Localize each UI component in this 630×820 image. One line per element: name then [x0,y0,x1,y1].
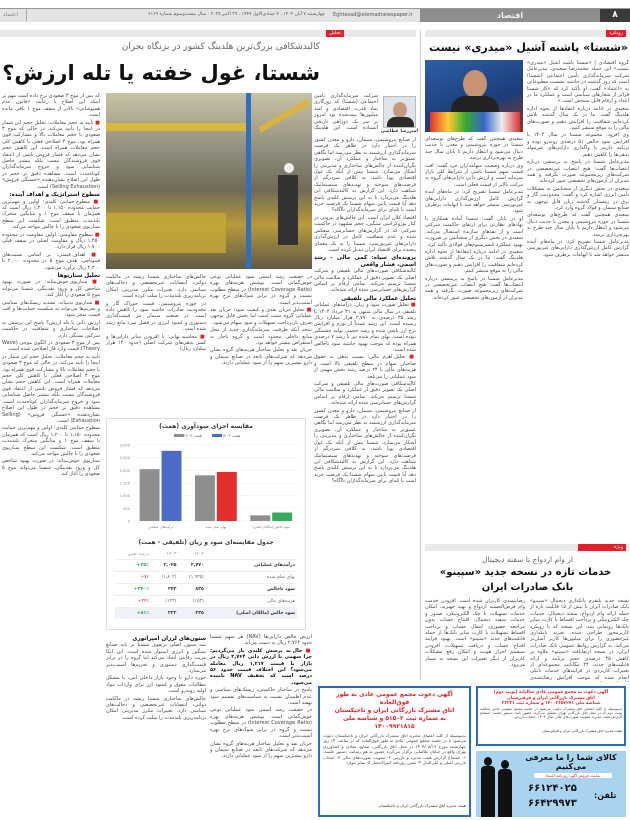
right-column-b [425,136,523,540]
table-row [115,596,297,608]
paragraph: سطوح حمایتی کلیدی: اولین و مهم‌ترین حمایت محدوده ۱,۱۵۰ تا ۱,۲۰۰ ریال است که همزمان با سقف موج ۱ و میانگین متحرک بلندمدت منطبق است. شکست این سطح سناریوی صعودی را با چالش مواجه می‌کند. [2,425,100,457]
email-link[interactable]: Eghtesad@etemadnewspaper.ir [333,12,413,18]
y-tick-label: 500 [123,506,130,511]
ad-title: به شماره ثبت ۵۱۵۰۲ و شناسه ملی ۱۴۰۰۹۹۲۱۸۱۵ [342,715,447,730]
paragraph: وی درباره وضعیت سهامداران خرد گفت: افت قیمت سهم شستا ناشی از شرایط کلی بازار سرمایه است و ارزش ذاتی دارایی‌های گروه به مراتب بالاتر از قیمت فعلی است. [425,162,523,188]
paragraph: در حقیقت رشد اسمی سود عملیاتی نوعی خوش‌گمانی است. پوشش هزینه‌های بهره (Interest Coverage Ratio) در سطح مطلوب نیست و گروه در برابر شوک‌های نرخ بهره آسیب‌پذیر است. [210,274,312,306]
section-title: اقتصاد [420,9,600,22]
paragraph: که پس از موج ۳ صعودی نرخ داده است مهم تر اینکه این اصلاح با رعایت «قانون عدم همپوشانی» بالاتر از سقف موج ۱ باقی مانده است. [2,93,100,119]
ad-title: آگهی دعوت به مجمع عمومی عادی سالیانه (نوبت دوم) [493,690,609,695]
paragraph: جریان نقد و تحلیل ساختار هزینه‌های گروه نشان می‌دهد که شرکت‌های تابعه در صنایع سیمان و دارو بیشترین سهم را از سود عملیاتی دارند. [210,347,312,367]
paragraph: گروه اقتصادی | «شستا پاشنه آشیل «میدری» نیست» این جمله محمدرضا سعیدی، مدیرعامل شرکت سرمایه‌گذاری تأمین اجتماعی (شستا) است که روز گذشته در حاشیه نشست مطبوعاتی به «اعتماد» گفت. او تأکید کرد که «کار شستا فراتر از شعارهای سیاسی است و عملکرد ما در اعداد و ارقام قابل سنجش است.» [527,60,629,105]
paragraph: مدیرعامل شستا در پاسخ به پرسشی درباره انتصاب‌ها گفت: هیچ انتصاب غیرتخصصی در شرکت‌های زیرمجموعه صورت نگرفته و همه مدیران از آزمون‌های تخصصی عبور کرده‌اند. [527,159,629,185]
y-tick-label: 1,500 [119,481,130,486]
column-header: درصد تغییر [128,551,149,557]
paragraph: جریان نقد و تحلیل ساختار هزینه‌های گروه نشان می‌دهد که شرکت‌های تابعه در صنایع سیمان و دارو بیشترین سهم را از سود عملیاتی دارند. [210,740,312,760]
ad-promo-sub: نماینده فروش آگهی روزنامه اعتماد [534,773,612,778]
table-cell: ۸۳۵ [195,586,204,592]
paragraph: سطوح حمایتی کلیدی: اولین و مهم‌ترین حمایت محدوده ۱,۱۵۰ تا ۱,۲۰۰ ریال است که همزمان با سقف موج ۱ و میانگین متحرک بلندمدت منطبق است. شکست این سطح سناریوی صعودی را با چالش مواجه می‌کند. [2,198,100,231]
table-cell: ۲,۷۷۰ [190,562,204,568]
speaker-photo [425,60,523,132]
bar-chart [107,441,305,537]
ad-title: آگهی دعوت مجمع عمومی عادی به طور فوق‌العاده [336,691,453,706]
paragraph: سطوح مقاومتی: اولین مقاومت در محدوده ۱,۴۵۰ ریال و مقاومت اصلی در سقف قبلی ۱,۷۰۰ ریال قرار دارد. [2,231,100,251]
column-1: از صنایع پتروشیمی، سیمان، دارو و معدن کشور را در اختیار دارد در ظاهر یک فرصت سرمایه‌گذاری ارزشمند به نظر می‌رسد اما نگاهی عمیق‌تر به ساختار و عملکرد آن، تصویری نگران‌کننده از چالش‌های ساختاری و مدیریتی را آشکار می‌سازد. شستا بیش از آنکه یک غول اقتصادی پویا باشد، به کلافی سردرگم از فرصت‌های سوخته و تهدیدهای سیستماتیک شباهت دارد. این گزارش به کالبدشکافی این هلدینگ می‌پردازد تا به این پرسش کلیدی پاسخ دهد آیا قیمت پایین سهام شستا یک فرصت خرید است یا تله‌ای برای سرمایه‌گذاران ناآگاه؟ اقتصاد کلان ایران است. این چالش‌های بیرونی در کنار بوروکراسی سنگین، حجم مشهود در حاکمیت شرکتی که در گزارش‌های حسابرسی منعکس شده و عدم شفافیت کامل در ارزش‌گذاری دارایی‌های غیربورسی، شستا را به یک معمای پیچیده برای اقتصاد ایران تبدیل کرده است. پرونده‌ای سیاه: کمی مالی - رشد اسمی، فشار واقعی کالبدشکافی صورت‌های مالی تلفیقی و شرکت اصلی یک تصویر دقیق از عملکرد و سلامت مالی شستا ترسیم می‌کند. تمامی ارقام بر اساس گزارش‌های حسابرسی شده ارائه شده‌اند. تحلیل عملکرد مالی تلفیقی ■ تحلیل صورت سود و زیان: درآمدهای عملیاتی تلفیقی در سال مالی منتهی به ۳۱ خرداد ۱۴۰۴ با رشد ۳۵ درصدی به ۲,۷۷۰ هزار میلیارد ریال رسیده است. این رشد عمدتاً از تورم و افزایش نرخ ارز ناشی شده و رشد حجمی تولید چشمگیر نبوده است. بهای تمام شده نیز با رشد ۷ درصدی همراه بوده که موجب بهبود حاشیه سود ناخالص شده است. ■ تحلیل اهرم مالی: نسبت بدهی به حقوق صاحبان سهام در سطح تلفیقی بالا است و هزینه‌های مالی با ۲۴ درصد رشد بخش مهمی از سود عملیاتی را می‌بلعد. کالبدشکافی صورت‌های مالی تلفیقی و شرکت اصلی یک تصویر دقیق از عملکرد و سلامت مالی شستا ترسیم می‌کند. تمامی ارقام بر اساس گزارش‌های حسابرسی شده ارائه شده‌اند. از صنایع پتروشیمی، سیمان، دارو و معدن کشور را در اختیار دارد در ظاهر یک فرصت سرمایه‌گذاری ارزشمند به نظر می‌رسد اما نگاهی عمیق‌تر به ساختار و عملکرد آن، تصویری نگران‌کننده از چالش‌های ساختاری و مدیریتی را آشکار می‌سازد. شستا بیش از آنکه یک غول اقتصادی پویا باشد، به کلافی سردرگم از فرصت‌های سوخته و تهدیدهای سیستماتیک شباهت دارد. این گزارش به کالبدشکافی این هلدینگ می‌پردازد تا به این پرسش کلیدی پاسخ دهد آیا قیمت پایین سهام شستا یک فرصت خرید است یا تله‌ای برای سرمایه‌گذاران ناآگاه؟ [314,137,416,485]
y-tick-label: 2,000 [119,468,130,473]
legend-item: همت ۱۴۰۳ [172,433,202,438]
ad-promo[interactable] [476,751,626,817]
table-cell: بهای تمام شده [266,574,295,580]
paragraph: اقتصاد کلان ایران است. این چالش‌های بیرونی در کنار بوروکراسی سنگین، حجم مشهود در حاکمیت شرکتی که در گزارش‌های حسابرسی منعکس شده و عدم شفافیت کامل در ارزش‌گذاری دارایی‌های غیربورسی، شستا را به یک معمای پیچیده برای اقتصاد ایران تبدیل کرده است. [314,214,416,253]
kicker: کالبدشکافی بزرگ‌ترین هلدینگ کشور در بزنگاه بحران [121,42,320,52]
subheading: ستون‌های لرزان امپراتوری [132,636,206,642]
legend-item: همت ۱۴۰۴ [210,433,240,438]
headline-2: خدمات تازه در نسخه جدید «سپینو» [439,567,612,578]
headline: شستا، غول خفته یا تله ارزش؟ [2,59,320,89]
paragraph: حوزه دارو با وجود بازار داخلی امن، با مشکل مطالبات معوق و کمبود ارز برای واردات مواد اولیه روبه‌رو است. [106,675,206,695]
x-tick-label: درآمدهای عملیاتی [147,525,174,529]
paragraph: پس از موج ۳ صعودی در الگوی موجی (Wave Theory) قیمت وارد فاز اصلاحی شده است. [2,340,100,353]
paragraph: مدیرعامل شستا تصریح کرد: در ماه‌های آینده گزارش کامل ارزش‌گذاری دارایی‌های غیربورسی منتشر خواهد شد تا ابهامات برطرف شود. [527,238,629,258]
table-header [115,550,297,560]
paragraph: تحلیل اهرم مالی: نسبت بدهی به حقوق صاحبان سهام در سطح تلفیقی بالا است و هزینه‌های مالی با ۲۴ درصد رشد بخش مهمی از سود عملیاتی را می‌بلعد. [314,354,416,380]
author-photo [383,96,416,128]
paragraph: نتیجه آنکه ظرفیت سرمایه‌گذاری جدید از محل منابع داخلی محدود است و گروه ناچار به استقراض بیشتر خواهد بود. [210,327,312,347]
paragraph: در حقیقت رشد اسمی سود عملیاتی نوعی خوش‌گمانی است. پوشش هزینه‌های بهره (Interest Coverage Ratio) در سطح مطلوب نیست و گروه در برابر شوک‌های نرخ بهره آسیب‌پذیر است. [210,707,312,740]
bar [272,513,292,521]
paragraph: شرکت سرمایه‌گذاری تأمین اجتماعی (شستا) که روزگاری نماد قدرت اقتصادی و امید میلیون‌ها بیمه‌شده بود امروز بر سر یک دوراهی تاریخی ایستاده است. این هلدینگ [314,93,378,131]
x-tick-label: سود خالص (مالکان اصلی) [252,525,290,529]
table-cell: ۲۴٪+ [137,598,149,604]
paragraph: سه ستون اصلی پرتفوی شستا بر پایه صنایع سنگین و انرژی استوار شده است. این اتکا مزیت رقابتی ایجاد می‌کند اما گروه را در برابر قیمت‌گذاری دستوری و تحریم‌ها آسیب‌پذیر می‌سازد. [106,642,206,675]
ad-title: اتاق مشترک بازرگانی ایران و تاجیکستان [334,707,455,714]
column-3: چالش‌های ساختاری شستا ریشه در مالکیت دولتی، انتصابات غیرتخصصی و دخالت‌های سیاسی دارد. تغییرات مکرر مدیریتی امکان برنامه‌ریزی بلندمدت را سلب کرده است. در حوزه پتروشیمی، قیمت خوراک گاز و محدودیت صادرات حاشیه سود را کاهش داده است. در صنعت سیمان نیز قیمت‌گذاری دستوری و کمبود انرژی در فصل سرد مانع رشد شده است. ■ محاسبه نهایی: با افزودن سایر دارایی‌ها و کسر بدهی‌های شرکت اصلی (حدود ۱۴۰ هزار میلیارد ریال) [106,274,206,353]
phone-number[interactable]: ۶۶۴۲۹۹۷۳ [528,798,577,809]
right-column-d [425,598,525,682]
table-cell: (۱,۸۰۲) [161,574,177,580]
table-cell: سود خالص (مالکان اصلی) [236,610,295,616]
paragraph: از صنایع پتروشیمی، سیمان، دارو و معدن کشور را در اختیار دارد در ظاهر یک فرصت سرمایه‌گذاری ارزشمند به نظر می‌رسد اما نگاهی عمیق‌تر به ساختار و عملکرد آن، تصویری نگران‌کننده از چالش‌های ساختاری و مدیریتی را آشکار می‌سازد. شستا بیش از آنکه یک غول اقتصادی پویا باشد، به کلافی سردرگم از فرصت‌های سوخته و تهدیدهای سیستماتیک شباهت دارد. این گزارش به کالبدشکافی این هلدینگ می‌پردازد تا به این پرسش کلیدی پاسخ دهد آیا قیمت پایین سهام شستا یک فرصت خرید است یا تله‌ای برای سرمایه‌گذاران ناآگاه؟ [314,137,416,214]
chart-title: مقایسه اجزای سودآوری (همت) [159,423,253,430]
paragraph: پاسخ در ساختار حاکمیتی، ریسک‌های سیاسی و عدم اطمینان نسبت به سیاست‌های تقسیم سود نهفته است. [210,687,312,707]
table-cell: ۲۲۲ [168,610,177,616]
phone-number[interactable]: ۶۶۱۲۴۰۲۵ [528,783,577,794]
paragraph: از صنایع پتروشیمی، سیمان، دارو و معدن کشور را در اختیار دارد در ظاهر یک فرصت سرمایه‌گذاری ارزشمند به نظر می‌رسد اما نگاهی عمیق‌تر به ساختار و عملکرد آن، تصویری نگران‌کننده از چالش‌های ساختاری و مدیریتی را آشکار می‌سازد. شستا بیش از آنکه یک غول اقتصادی پویا باشد، به کلافی سردرگم از فرصت‌های سوخته و تهدیدهای سیستماتیک شباهت دارد. این گزارش به کالبدشکافی این هلدینگ می‌پردازد تا به این پرسش کلیدی پاسخ دهد آیا قیمت پایین سهام شستا یک فرصت خرید است یا تله‌ای برای سرمایه‌گذاران ناآگاه؟ [314,407,416,485]
chart-legend [107,433,305,438]
ad-signature: هیئت مدیره اتاق مشترک بازرگانی ایران و تاجیکستان [378,803,466,808]
subheading: تحلیل سناریوها [57,272,100,279]
paragraph: وی افزود: مجموعه شستا در سال ۱۴۰۴ با افزایش سود خالص ۵۱ درصدی روبه‌رو بوده و برنامه داریم با واگذاری دارایی‌های غیرمولد بدهی‌ها را کاهش دهیم. [527,132,629,158]
paragraph: ارزش خالص دارایی‌ها (NAV) هر سهم شستا حدود ۲,۷۶۴ ریال به دست می‌آید. [210,634,312,647]
column-3-bottom [106,634,206,817]
table-cell: (۱۲۳) [165,598,177,604]
phone-label: تلفن: [594,791,617,800]
x-tick-label: بهای تمام شده [205,525,227,529]
right-column-a [527,60,629,540]
page-header [0,8,630,22]
table-cell: ۳۳۵ [195,610,204,616]
paragraph: تحلیل صورت سود و زیان: درآمدهای عملیاتی تلفیقی در سال مالی منتهی به ۳۱ خرداد ۱۴۰۴ با رشد ۳۵ درصدی به ۲,۷۷۰ هزار میلیارد ریال رسیده است. این رشد عمدتاً از تورم و افزایش نرخ ارز ناشی شده و رشد حجمی تولید چشمگیر نبوده است. بهای تمام شده نیز با رشد ۷ درصدی همراه بوده که موجب بهبود حاشیه سود ناخالص شده است. [314,302,416,353]
right-headline: «شستا» پاشنه آشیل «میدری» نیست [428,41,628,54]
y-tick-label: 0 [127,519,130,524]
profit-loss-table [115,550,297,619]
subheading: سطوح استراتژیک و اهداف آینده: [9,192,100,199]
article-photo [106,93,312,269]
column-2: در حقیقت رشد اسمی سود عملیاتی نوعی خوش‌گمانی است. پوشش هزینه‌های بهره (Interest Coverage Ratio) در سطح مطلوب نیست و گروه در برابر شوک‌های نرخ بهره آسیب‌پذیر است. ■ تحلیل جریان نقدی و کیفیت سود: جریان نقد عملیاتی گروه مثبت است اما بخش قابل توجهی صرف بازپرداخت تسهیلات و سود سهام می‌شود. نتیجه آنکه ظرفیت سرمایه‌گذاری جدید از محل منابع داخلی محدود است و گروه ناچار به استقراض بیشتر خواهد بود. جریان نقد و تحلیل ساختار هزینه‌های گروه نشان می‌دهد که شرکت‌های تابعه در صنایع سیمان و دارو بیشترین سهم را از سود عملیاتی دارند. [210,274,312,367]
tag-analysis: تحلیل [326,30,344,37]
column-header: ۱۴۰۴ [193,551,204,557]
table-row [115,608,297,620]
table-cell: درآمدهای عملیاتی [254,562,295,568]
paragraph: سعیدی در ادامه درباره انتقادها از نحوه اداره هلدینگ گفت: ما در یک سال گذشته تلاش کرده‌ایم شفافیت را افزایش دهیم و صورت‌های مالی را به موقع منتشر کنیم. [425,248,523,275]
paragraph: محاسبه نهایی: با افزودن سایر دارایی‌ها و کسر بدهی‌های شرکت اصلی (حدود ۱۴۰ هزار میلیارد ریال) [106,333,206,353]
kicker-2: از وام ازدواج تا سفته دیجیتال [482,555,573,564]
table-cell: ۵۱٪+ [136,610,149,616]
bar [195,475,215,521]
table-cell: هزینه‌های مالی [266,598,295,604]
ad-title: اتاق مشترک بازرگانی ایران و قرقیزستان [507,695,595,701]
headline-2-sub: بانک صادرات ایران [481,582,574,593]
table-cell: ۲۴۳ [168,586,177,592]
ad-tajikistan[interactable] [318,686,471,817]
bar [162,451,182,521]
right-column-c [530,598,629,682]
paragraph: مدیرعامل شستا در پاسخ به پرسشی درباره انتصاب‌ها گفت: هیچ انتصاب غیرتخصصی در شرکت‌های زیرمجموعه صورت نگرفته و همه مدیران از آزمون‌های تخصصی عبور کرده‌اند. [425,275,523,301]
column-4: که پس از موج ۳ صعودی نرخ داده است مهم تر اینکه این اصلاح با رعایت «قانون عدم همپوشانی» بالاتر از سقف موج ۱ باقی مانده است. ■ تأیید به حجم معاملات: تحلیل حجم این شمار در اینجا را تأیید می‌کند. در حالی که موج ۳ صعودی با حجم معاملات بالا و مشارکت قوی همراه بود، موج ۴ اصلاحی فعلی با کاهش کلی حجم معاملات همراه است. این کاهش حجم نشان می‌دهد که فشار فروش ناشی از اعتقاد قوی فروشندگان نیست بلکه بیشتر حاصل شناسایی سود و خروج سرمایه‌گذاران کوتاه‌مدت است. مشاهده دقیق تر حجم در طول این اصلاح نشان‌دهنده «خستگی فروش» (Selling Exhaustion) است. سطوح استراتژیک و اهداف آینده: ■ سطوح حمایتی کلیدی: اولین و مهم‌ترین حمایت محدوده ۱,۱۵۰ تا ۱,۲۰۰ ریال است که همزمان با سقف موج ۱ و میانگین متحرک بلندمدت منطبق است. شکست این سطح سناریوی صعودی را با چالش مواجه می‌کند. ■ سطوح مقاومتی: اولین مقاومت در محدوده ۱,۴۵۰ ریال و مقاومت اصلی در سقف قبلی ۱,۷۰۰ ریال قرار دارد. ■ اهداف قیمتی: بر اساس نسبت‌های فیبوناچی، هدف موج ۵ در محدوده ۲,۰۰۰ تا ۲,۳۰۰ ریال برآورد می‌شود. تحلیل سناریوها ■ سناریوی خوش‌بینانه: در صورت بهبود شاخص کل و ورود نقدینگی، شستا می‌تواند موج ۵ صعودی را آغاز کند. ■ سناریوی بدبینانه: تشدید ریسک‌های سیاسی و تحریم‌ها می‌تواند به شکست حمایت‌ها و افت قیمت منجر شود. ارزش ذاتی یا تله ارزش؟ پاسخ این پرسش به اصلاحات ساختاری و شفافیت در حاکمیت شرکتی بستگی دارد. پس از موج ۳ صعودی در الگوی موجی (Wave Theory) قیمت وارد فاز اصلاحی شده است. تأیید به حجم معاملات: تحلیل حجم این شمار در اینجا را تأیید می‌کند. در حالی که موج ۳ صعودی با حجم معاملات بالا و مشارکت قوی همراه بود، موج ۴ اصلاحی فعلی با کاهش کلی حجم معاملات همراه است. این کاهش حجم نشان می‌دهد که فشار فروش ناشی از اعتقاد قوی فروشندگان نیست بلکه بیشتر حاصل شناسایی سود و خروج سرمایه‌گذاران کوتاه‌مدت است. مشاهده دقیق تر حجم در طول این اصلاح نشان‌دهنده «خستگی فروش» (Selling Exhaustion) است. سطوح حمایتی کلیدی: اولین و مهم‌ترین حمایت محدوده ۱,۱۵۰ تا ۱,۲۰۰ ریال است که همزمان با سقف موج ۱ و میانگین متحرک بلندمدت منطبق است. شکست این سطح سناریوی صعودی را با چالش مواجه می‌کند. سناریوی خوش‌بینانه: در صورت بهبود شاخص کل و ورود نقدینگی، شستا می‌تواند موج ۵ صعودی را آغاز کند. [2,93,100,478]
paragraph: تأیید به حجم معاملات: تحلیل حجم این شمار در اینجا را تأیید می‌کند. در حالی که موج ۳ صعودی با حجم معاملات بالا و مشارکت قوی همراه بود، موج ۴ اصلاحی فعلی با کاهش کلی حجم معاملات همراه است. این کاهش حجم نشان می‌دهد که فشار فروش ناشی از اعتقاد قوی فروشندگان نیست بلکه بیشتر حاصل شناسایی سود و خروج سرمایه‌گذاران کوتاه‌مدت است. مشاهده دقیق تر حجم در طول این اصلاح نشان‌دهنده «خستگی فروش» (Selling Exhaustion) است. [2,353,100,424]
ad-signature: هیئت مدیره اتاق مشترک بازرگانی ایران و قرقیزستان [542,728,622,733]
table-cell: ۳۵٪+ [136,562,149,568]
y-tick-label: 3,000 [119,443,130,448]
table-cell: سود ناخالص [267,586,295,592]
table-cell: (۱,۹۳۵) [188,574,204,580]
divider [26,9,27,21]
paragraph: کالبدشکافی صورت‌های مالی تلفیقی و شرکت اصلی یک تصویر دقیق از عملکرد و سلامت مالی شستا ترسیم می‌کند. تمامی ارقام بر اساس گزارش‌های حسابرسی شده ارائه شده‌اند. [314,268,416,294]
author-name: امیررضا عطاشی [380,129,418,134]
column-2-bottom: ارزش خالص دارایی‌ها (NAV) هر سهم شستا حدود ۲,۷۶۴ ریال به دست می‌آید. ■ حال به پرسش کلیدی باز می‌گردیم: چرا سهمی با ارزش ذاتی ۲,۷۶۴ ریال در بازار با قیمت ۱,۲۱۷ ریال معامله می‌شود؟ این اختلاف قیمت حدود ۵۶ درصد است که تخفیف NAV نامیده می‌شود. پاسخ در ساختار حاکمیتی، ریسک‌های سیاسی و عدم اطمینان نسبت به سیاست‌های تقسیم سود نهفته است. در حقیقت رشد اسمی سود عملیاتی نوعی خوش‌گمانی است. پوشش هزینه‌های بهره (Interest Coverage Ratio) در سطح مطلوب نیست و گروه در برابر شوک‌های نرخ بهره آسیب‌پذیر است. جریان نقد و تحلیل ساختار هزینه‌های گروه نشان می‌دهد که شرکت‌های تابعه در صنایع سیمان و دارو بیشترین سهم را از سود عملیاتی دارند. [210,634,312,760]
ad-kyrgyzstan[interactable] [476,686,626,746]
paragraph: چالش‌های ساختاری شستا ریشه در مالکیت دولتی، انتصابات غیرتخصصی و دخالت‌های سیاسی دارد. تغییرات مکرر مدیریتی امکان برنامه‌ریزی بلندمدت را سلب کرده است. [106,695,206,721]
paragraph: کالبدشکافی صورت‌های مالی تلفیقی و شرکت اصلی یک تصویر دقیق از عملکرد و سلامت مالی شستا ترسیم می‌کند. تمامی ارقام بر اساس گزارش‌های حسابرسی شده ارائه شده‌اند. [314,381,416,407]
paragraph: مدیرعامل شستا تصریح کرد: در ماه‌های آینده گزارش کامل ارزش‌گذاری دارایی‌های غیربورسی منتشر خواهد شد تا ابهامات برطرف شود. [425,189,523,215]
column-divider [420,30,421,680]
ad-body: بدینوسیله از کلیه اعضای اتاق مشترک دعوت می‌شود در جلسه مجمع عمومی عادی سالیانه نوبت دوم که در محل اتاق بازرگانی تهران تشکیل می‌گردد حضور یابند. دستور جلسه: استماع گزارش هیئت مدیره، تصویب صورت‌های مالی سال ۱۴۰۳، انتخاب بازرس. [480,706,622,720]
bar [140,469,160,521]
page-number: ۸ [600,9,630,22]
table-row [115,584,297,596]
column-header: ۱۴۰۳ [166,551,177,557]
y-tick-label: 2,500 [119,456,130,461]
people-silhouette-icon [480,757,516,817]
ad-title: شناسه ملی ۱۴۰۰۳۶۵۲۲۷۱ و شماره ثبت ۳۶۳۳۱ [501,701,601,706]
logo: اعتماد [3,11,19,18]
date-line: چهارشنبه ۷ آبان ۱۴۰۴ ، ۷ جمادی‌الاول ۱۴۴۷ ، ۲۹ اکتبر ۲۰۲۵ - سال بیست‌وسوم شماره ۶۱۶۹ [148,12,325,17]
paragraph: ارزش ذاتی یا تله ارزش؟ پاسخ این پرسش به اصلاحات ساختاری و شفافیت در حاکمیت شرکتی بستگی دارد. [2,319,100,339]
table-cell: ۷٪+ [140,574,149,580]
paragraph: تأیید به حجم معاملات: تحلیل حجم این شمار در اینجا را تأیید می‌کند. در حالی که موج ۳ صعودی با حجم معاملات بالا و مشارکت قوی همراه بود، موج ۴ اصلاحی فعلی با کاهش کلی حجم معاملات همراه است. این کاهش حجم نشان می‌دهد که فشار فروش ناشی از اعتقاد قوی فروشندگان نیست بلکه بیشتر حاصل شناسایی سود و خروج سرمایه‌گذاران کوتاه‌مدت است. مشاهده دقیق تر حجم در طول این اصلاح نشان‌دهنده «خستگی فروش» (Selling Exhaustion) است. [2,119,100,190]
tag-approach: رویکرد [606,30,626,37]
paragraph: سعیدی همچنین گفت که طرح‌های توسعه‌ای شستا در حوزه پتروشیمی و معدن با جدیت دنبال می‌شود و انتظار داریم تا پایان سال چند طرح به بهره‌برداری برسد. [425,136,523,162]
section-bar-right [425,30,630,37]
table-row [115,560,297,572]
table-cell: ۲۴۰٪+ [133,586,149,592]
section-bar-special [425,544,630,551]
paragraph: سناریوی بدبینانه: تشدید ریسک‌های سیاسی و تحریم‌ها می‌تواند به شکست حمایت‌ها و افت قیمت منجر شود. [2,299,100,319]
table-row [115,572,297,584]
bar [217,472,237,521]
tag-special: ویژه [578,544,626,551]
paragraph: اهداف قیمتی: بر اساس نسبت‌های فیبوناچی، هدف موج ۵ در محدوده ۲,۰۰۰ تا ۲,۳۰۰ ریال برآورد می‌شود. [2,251,100,271]
paragraph: تحلیل جریان نقدی و کیفیت سود: جریان نقد عملیاتی گروه مثبت است اما بخش قابل توجهی صرف بازپرداخت تسهیلات و سود سهام می‌شود. [210,307,312,326]
paragraph: سناریوی خوش‌بینانه: در صورت بهبود شاخص کل و ورود نقدینگی، شستا می‌تواند موج ۵ صعودی را آغاز کند. [2,458,100,478]
paragraph: نسخه جدید پلتفرم بانکداری دیجیتال «سپینو» بانک صادرات ایران با بیش از ۱۵ قابلیت تازه از جمله ارائه وام ازدواج، سفته دیجیتال، خدمات چک الکترونیکی و پرداخت اقساط با کارت سایر بانک‌ها رونمایی شد. این نسخه که با رویکرد کاربرمحور طراحی شده، تجربه بانکداری غیرحضوری را برای میلیون‌ها کاربر آسان‌تر می‌کند. به گزارش روابط عمومی بانک صادرات ایران، در نسخه ارتقایافته «سپینو» علاوه بر کاهش ۴۵ درصدی حجم برنامه و ارائه قابلیت‌های جدید، ۲۴ مگابایت مجموعه‌ای از تغییرات کاربردی در فرایندهای خدمات بانکی انجام شده که موجب افزایش رضایتمندی [530,598,629,681]
paragraph: سعیدی در ادامه درباره انتقادها از نحوه اداره هلدینگ گفت: ما در یک سال گذشته تلاش کرده‌ایم شفافیت را افزایش دهیم و صورت‌های مالی را به موقع منتشر کنیم. [527,105,629,132]
table-cell: ۲,۰۴۵ [163,562,177,568]
chart-panel [106,418,306,630]
ad-body: بدینوسیله از کلیه اعضای محترم اتاق مشترک بازرگانی ایران و تاجیکستان دعوت می‌شود تا در جلسه مجمع عمومی عادی به طور فوق‌العاده که در ساعت ۱۴ روز چهارشنبه مورخ ۱۴۰۴/۰۸/۱۹ در محل اتاق بازرگانی، صنایع، معادن و کشاورزی تهران واقع در خیابان طالقانی برگزار می‌گردد حضور به هم رسانند. دستور جلسه: ۱- استماع گزارش هیئت مدیره و بازرس ۲- تصویب صورت‌های مالی ۳- انتخاب بازرس اصلی و علی‌البدل ۴- تعیین روزنامه کثیرالانتشار ۵- سایر موارد [323,733,466,766]
paragraph: رضایتمندی کاربران شده است. افزودن خدمت وام قرض‌الحسنه ازدواج و تهیه جهیزیه، امکان خدمات تسهیلات با چک الکترونیکی، صدور و خدمات سفته دیجیتال، افتتاح حساب بدون مراجعه حضوری، انتقال حساب و پرداخت اقساط تسهیلات با کارت سایر بانک‌ها از جمله قابلیت‌های جدید «سپینو» است. بهبود فرایند افتتاح حساب و دریافت تسهیلات، افزودن سیستم احراز هویت و امکان رفع مشکلات کاربران از دیگر تغییرات این نسخه به شمار می‌رود. [425,598,525,669]
table-title: جدول مقایسه‌ای سود و زیان (تلفیقی - همت) [138,539,274,546]
paragraph: چالش‌های ساختاری شستا ریشه در مالکیت دولتی، انتصابات غیرتخصصی و دخالت‌های سیاسی دارد. تغییرات مکرر مدیریتی امکان برنامه‌ریزی بلندمدت را سلب کرده است. [106,274,206,300]
paragraph: او در پایان گفت: شستا آماده همکاری با نهادهای نظارتی برای ارتقای حاکمیت شرکتی است و از نقدهای سازنده استقبال می‌کند. سعیدی در بخش دیگری از سخنانش بر ضرورت بهبود عملکرد کنسرسیوم‌های فولادی تأکید کرد. [425,215,523,248]
paragraph: در حوزه پتروشیمی، قیمت خوراک گاز و محدودیت صادرات حاشیه سود را کاهش داده است. در صنعت سیمان نیز قیمت‌گذاری دستوری و کمبود انرژی در فصل سرد مانع رشد شده است. [106,300,206,333]
ad-promo-title: کالای شما را ما معرفی می‌کنیم [525,753,617,771]
column-1-intro [314,93,378,131]
paragraph: سعیدی همچنین گفت که طرح‌های توسعه‌ای شستا در حوزه پتروشیمی و معدن با جدیت دنبال می‌شود و انتظار داریم تا پایان سال چند طرح به بهره‌برداری برسد. [527,212,629,238]
table-cell: (۱۵۳) [192,598,204,604]
section-bar-left [0,30,416,37]
paragraph: سعیدی در بخش دیگری از سخنانش به مشکلات تأمین انرژی اشاره کرد و گفت: محدودیت گاز و برق در زمستان گذشته زیان قابل توجهی به صنایع سیمان و فولاد گروه وارد کرد. [527,185,629,211]
y-tick-label: 1,000 [119,494,130,499]
subheading: پرونده‌ای سیاه: کمی مالی - رشد اسمی، فشار واقعی [314,255,416,268]
subheading: تحلیل عملکرد مالی تلفیقی [341,295,416,302]
paragraph: سناریوی خوش‌بینانه: در صورت بهبود شاخص کل و ورود نقدینگی، شستا می‌تواند موج ۵ صعودی را آغاز کند. [2,279,100,299]
bar [250,515,270,521]
paragraph: حال به پرسش کلیدی باز می‌گردیم: چرا سهمی با ارزش ذاتی ۲,۷۶۴ ریال در بازار با قیمت ۱,۲۱۷ ریال معامله می‌شود؟ این اختلاف قیمت حدود ۵۶ درصد است که تخفیف NAV نامیده می‌شود. [210,647,312,686]
